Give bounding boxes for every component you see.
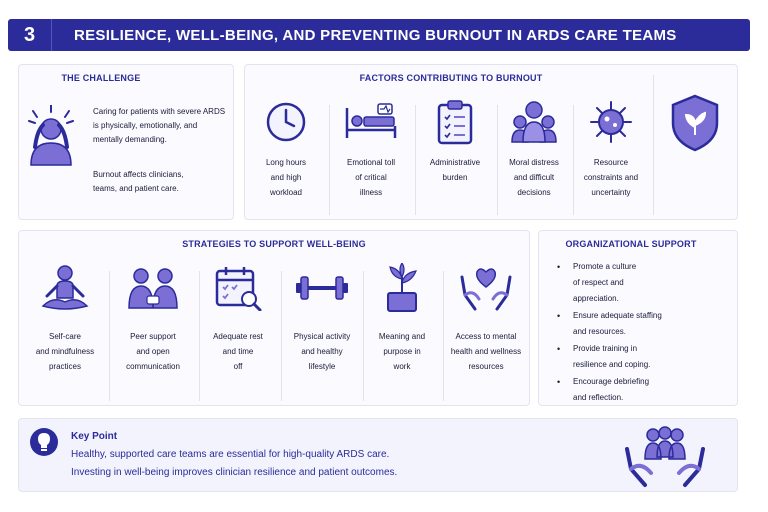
shield-leaf-icon xyxy=(669,93,721,153)
org-bullet-line: • Promote a culture xyxy=(573,262,637,271)
team-hands-icon xyxy=(623,425,707,489)
factor-label-line: and difficult xyxy=(513,173,555,182)
section-header xyxy=(8,19,750,51)
org-bullet-line: • Encourage debriefing xyxy=(573,377,650,386)
people-group-icon xyxy=(510,100,558,144)
meditation-icon xyxy=(39,264,91,312)
strategy-item xyxy=(363,263,441,374)
org-bullet-line: • Provide training in xyxy=(573,344,638,353)
strategy-label-line: lifestyle xyxy=(308,362,336,371)
challenge-text-3: mentally demanding. xyxy=(93,135,167,144)
factor-item xyxy=(417,97,493,185)
strategies-card xyxy=(18,230,530,406)
dumbbell-icon xyxy=(294,273,350,303)
strategy-label-line: and time xyxy=(222,347,254,356)
calendar-icon xyxy=(214,265,262,311)
strategy-label-line: communication xyxy=(126,362,180,371)
factor-item xyxy=(331,97,411,200)
factor-label-line: Long hours xyxy=(265,158,307,167)
strategy-label-line: practices xyxy=(48,362,81,371)
organizational-card xyxy=(538,230,738,406)
key-point-title: Key Point xyxy=(71,431,118,442)
challenge-text-5: teams, and patient care. xyxy=(93,184,179,193)
org-bullet-line: resilience and coping. xyxy=(573,360,651,369)
challenge-text-4: Burnout affects clinicians, xyxy=(93,170,184,179)
org-bullet xyxy=(553,308,733,340)
strategy-item xyxy=(443,263,529,374)
challenge-text-2: is physically, emotionally, and xyxy=(93,121,198,130)
key-point-line-1: Healthy, supported care teams are essential for high-quality ARDS care. xyxy=(71,449,390,460)
org-bullet-line: and reflection. xyxy=(573,393,624,402)
factor-label-line: Emotional toll xyxy=(346,158,396,167)
factor-label-line: Resource xyxy=(593,158,629,167)
strategy-item xyxy=(283,263,361,374)
peer-support-icon xyxy=(126,266,180,310)
strategy-label-line: off xyxy=(233,362,243,371)
key-point-line-2: Investing in well-being improves clinician resilience and patient outcomes. xyxy=(71,467,398,478)
organizational-title: ORGANIZATIONAL SUPPORT xyxy=(565,239,697,249)
strategy-item xyxy=(199,263,277,374)
org-bullet-line: appreciation. xyxy=(573,294,619,303)
strategy-label-line: work xyxy=(393,362,411,371)
org-bullet-line: and resources. xyxy=(573,327,626,336)
clock-icon xyxy=(264,100,308,144)
strategies-title: STRATEGIES TO SUPPORT WELL-BEING xyxy=(182,239,366,249)
factor-label-line: burden xyxy=(442,173,468,182)
factor-label-line: illness xyxy=(359,188,383,197)
strategy-label-line: Physical activity xyxy=(293,332,351,341)
factor-label-line: of critical xyxy=(355,173,387,182)
strategy-label-line: purpose in xyxy=(383,347,421,356)
factor-label-line: decisions xyxy=(517,188,551,197)
strategy-label-line: Adequate rest xyxy=(213,332,263,341)
plant-icon xyxy=(382,263,422,313)
org-bullet-line: of respect and xyxy=(573,278,624,287)
strategy-item xyxy=(111,263,195,374)
section-title: RESILIENCE, WELL-BEING, AND PREVENTING BURNOUT IN ARDS CARE TEAMS xyxy=(74,26,677,44)
factor-item xyxy=(249,97,323,200)
factor-label-line: Administrative xyxy=(429,158,481,167)
challenge-title: THE CHALLENGE xyxy=(61,73,141,83)
factor-label-line: uncertainty xyxy=(591,188,631,197)
strategy-label-line: health and wellness xyxy=(450,347,522,356)
strategy-label-line: resources xyxy=(468,362,504,371)
hands-heart-icon xyxy=(459,265,513,311)
strategy-label-line: and mindfulness xyxy=(35,347,95,356)
org-bullet xyxy=(553,341,733,373)
factors-title: FACTORS CONTRIBUTING TO BURNOUT xyxy=(359,73,543,83)
org-bullet-line: • Ensure adequate staffing xyxy=(573,311,662,320)
factor-label-line: and high xyxy=(270,173,302,182)
factor-label-line: constraints and xyxy=(583,173,639,182)
org-bullet xyxy=(553,374,733,406)
strategy-label-line: Peer support xyxy=(130,332,176,341)
factor-item xyxy=(573,97,649,200)
clipboard-checklist-icon xyxy=(435,99,475,145)
key-point-box xyxy=(18,418,738,492)
strategy-label-line: and open xyxy=(136,347,170,356)
factor-item xyxy=(497,97,571,200)
lightbulb-icon xyxy=(29,427,59,457)
strategy-item xyxy=(25,263,105,374)
strategy-label-line: Access to mental xyxy=(455,332,517,341)
factor-label-line: Moral distress xyxy=(509,158,559,167)
factors-card xyxy=(244,64,738,220)
strategy-label-line: and healthy xyxy=(301,347,343,356)
section-number: 3 xyxy=(8,19,52,51)
virus-icon xyxy=(589,100,633,144)
hospital-bed-icon xyxy=(344,102,398,142)
stressed-person-icon xyxy=(25,105,77,167)
factor-label-line: workload xyxy=(269,188,302,197)
org-bullet xyxy=(553,259,733,307)
strategy-label-line: Meaning and xyxy=(378,332,426,341)
strategy-label-line: Self-care xyxy=(48,332,81,341)
challenge-text-1: Caring for patients with severe ARDS xyxy=(93,107,226,116)
challenge-card xyxy=(18,64,234,220)
